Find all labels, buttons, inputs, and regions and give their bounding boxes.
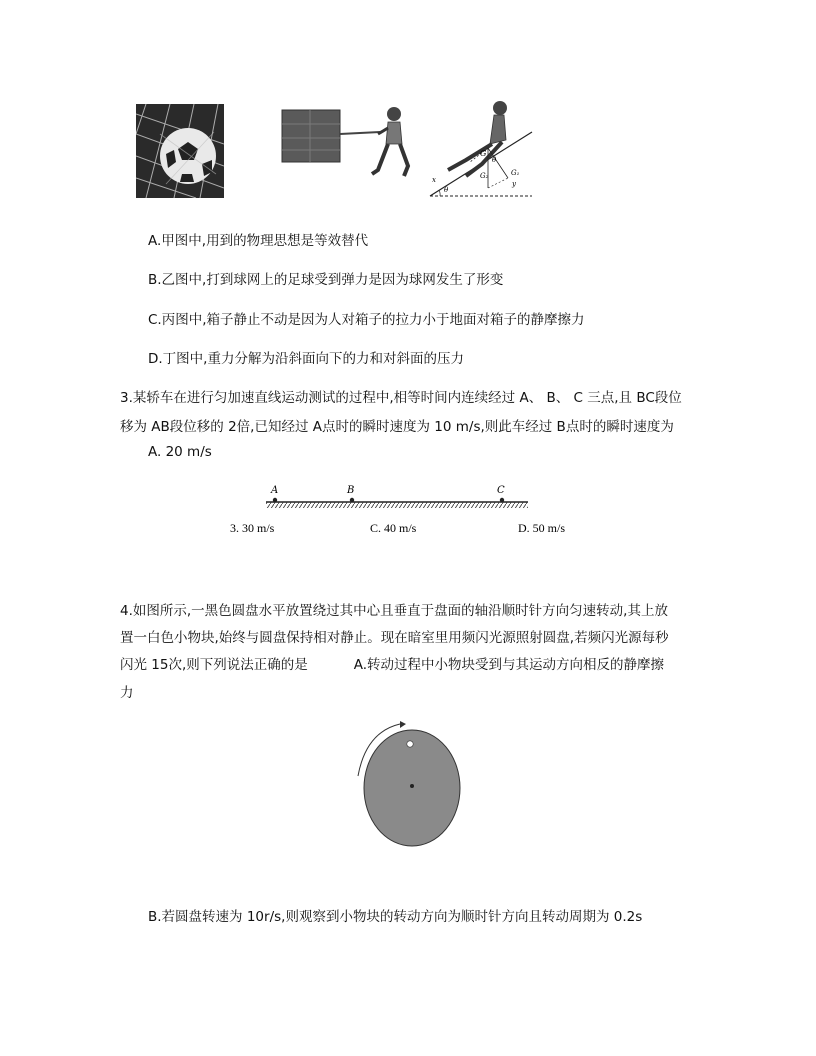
track-points-figure (230, 480, 580, 540)
q4-stem-line2: 置一白色小物块,始终与圆盘保持相对静止。现在暗室里用频闪光源照射圆盘,若频闪光源每秒 (120, 630, 669, 646)
slide-label-g1: G₁ (511, 169, 520, 177)
q4-stem-line1: 4.如图所示,一黑色圆盘水平放置绕过其中心且垂直于盘面的轴沿顺时针方向匀速转动,其上放 (120, 603, 668, 619)
track-label-a: A (271, 485, 279, 496)
track-point-b-dot (350, 498, 354, 502)
q3-stem-line2: 移为 AB段位移的 2倍,已知经过 A点时的瞬时速度为 10 m/s,则此车经过 B点时的瞬时速度为 (120, 419, 674, 435)
clockwise-arrow-icon (400, 721, 406, 728)
rotating-disk-figure (350, 718, 468, 848)
slide-label-y: y (512, 180, 516, 188)
q3-option-b-partial: 3. 30 m/s (230, 521, 275, 535)
boy-pulling-box-figure (280, 104, 420, 198)
q4-option-b: B.若圆盘转速为 10r/s,则观察到小物块的转动方向为顺时针方向且转动周期为 0.2s (148, 909, 643, 925)
q4-stem-line3-text: 闪光 15次,则下列说法正确的是 (120, 657, 308, 673)
slide-label-g: G (480, 149, 487, 158)
track-label-b: B (347, 485, 355, 496)
soccer-ball-net-figure (136, 104, 224, 198)
white-block-dot (407, 741, 413, 747)
q2-option-b: B.乙图中,打到球网上的足球受到弹力是因为球网发生了形变 (148, 272, 504, 288)
q3-option-a: A. 20 m/s (148, 444, 212, 460)
slide-label-g2: G₂ (480, 172, 489, 180)
track-point-a-dot (273, 498, 277, 502)
q4-stem-line3 (120, 653, 664, 673)
slide-label-theta-bottom: θ (444, 186, 449, 194)
slide-label-x: x (432, 176, 436, 184)
q2-option-d: D.丁图中,重力分解为沿斜面向下的力和对斜面的压力 (148, 351, 464, 367)
q2-option-c: C.丙图中,箱子静止不动是因为人对箱子的拉力小于地面对箱子的静摩擦力 (148, 312, 585, 328)
q3-stem-line1: 3.某轿车在进行匀加速直线运动测试的过程中,相等时间内连续经过 A、 B、 C 三点,且 BC段位 (120, 390, 682, 406)
q2-option-a: A.甲图中,用到的物理思想是等效替代 (148, 233, 369, 249)
q3-option-d: D. 50 m/s (518, 521, 566, 535)
track-point-c-dot (500, 498, 504, 502)
q4-option-a-cont: 力 (120, 685, 134, 701)
track-label-c: C (497, 485, 505, 496)
q4-option-a: A.转动过程中小物块受到与其运动方向相反的静摩擦 (353, 657, 665, 673)
slide-force-decomposition-figure (426, 98, 534, 200)
q3-option-c: C. 40 m/s (370, 521, 417, 535)
disk-center-dot (410, 784, 414, 788)
slide-label-theta-top: θ (492, 156, 497, 164)
